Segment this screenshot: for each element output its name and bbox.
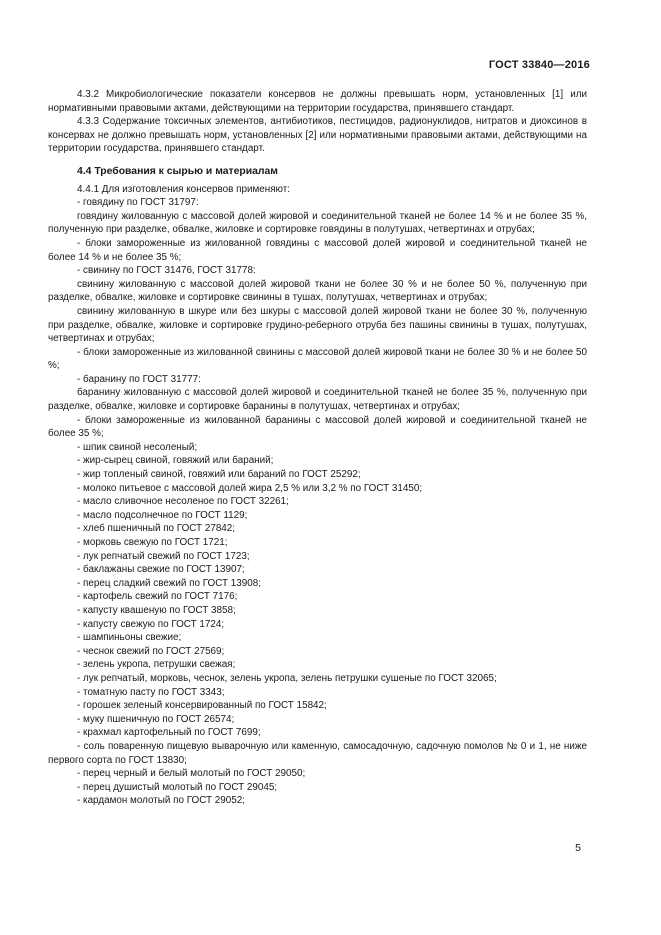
- list-item: - крахмал картофельный по ГОСТ 7699;: [77, 727, 261, 739]
- list-item: - баранину по ГОСТ 31777:: [77, 373, 201, 385]
- list-item: - перец сладкий свежий по ГОСТ 13908;: [77, 577, 261, 589]
- list-item: - говядину по ГОСТ 31797:: [77, 197, 199, 209]
- list-item: - морковь свежую по ГОСТ 1721;: [77, 537, 228, 548]
- list-item: - картофель свежий по ГОСТ 7176;: [77, 591, 238, 603]
- list-item: - блоки замороженные из жилованной баранины с массовой долей жировой и соединительной тканей не более 35 %;: [48, 414, 587, 440]
- list-item: - масло сливочное несоленое по ГОСТ 32261;: [77, 496, 289, 508]
- list-item: - масло подсолнечное по ГОСТ 1129;: [77, 509, 248, 521]
- list-item: - капусту квашеную по ГОСТ 3858;: [77, 604, 236, 616]
- requirements-list: [48, 183, 587, 808]
- list-item: - томатную пасту по ГОСТ 3343;: [77, 686, 225, 698]
- page-content: [48, 88, 587, 808]
- list-item: - шпик свиной несоленый;: [77, 441, 198, 453]
- list-item: - жир топленый свиной, говяжий или бараний по ГОСТ 25292;: [77, 469, 361, 481]
- paragraph-4-3-3: 4.3.3 Содержание токсичных элементов, антибиотиков, пестицидов, радионуклидов, нитратов и диоксинов в консервах не должно превышать норм, установленных [2] или нормативными правовыми актами, действующими на территории государства, принявшего стандарт.: [48, 116, 587, 155]
- list-item: - блоки замороженные из жилованной свинины с массовой долей жировой ткани не более 30 % и не более 50 %;: [48, 346, 587, 372]
- list-item: - соль поваренную пищевую выварочную или каменную, самосадочную, садочную помолов № 0 и 1, не ниже первого сорта по ГОСТ 13830;: [48, 740, 587, 766]
- list-item: баранину жилованную с массовой долей жировой и соединительной тканей не более 35 %, полученную при разделке, обвалке, жиловке и сортировке баранины в полутушах, четвертинах и отрубах;: [48, 387, 587, 413]
- list-item: - свинину по ГОСТ 31476, ГОСТ 31778:: [77, 265, 256, 277]
- section-title: 4.4 Требования к сырью и материалам: [77, 165, 278, 177]
- paragraph-4-3-2: 4.3.2 Микробиологические показатели консервов не должны превышать норм, установленных [1] или нормативными правовыми актами, действующими на территории государства, принявшего стандарт.: [48, 89, 587, 114]
- list-item: свинину жилованную с массовой долей жировой ткани не более 30 % и не более 50 %, полученную при разделке, обвалке, жиловке и сортировке свинины в тушах, полутушах, четвертинах и отрубах;: [48, 278, 587, 304]
- list-item: - зелень укропа, петрушки свежая;: [77, 659, 236, 671]
- list-item: 4.4.1 Для изготовления консервов применяют:: [77, 183, 290, 195]
- list-item: - хлеб пшеничный по ГОСТ 27842;: [77, 523, 236, 535]
- list-item: говядину жилованную с массовой долей жировой и соединительной тканей не более 14 % и не более 35 %, полученную при разделке, обвалке, жиловке и сортировке говядины в полутушах, четвертинах и отрубах;: [48, 210, 587, 236]
- list-item: - муку пшеничную по ГОСТ 26574;: [77, 713, 235, 725]
- list-item: - горошек зеленый консервированный по ГОСТ 15842;: [77, 700, 327, 712]
- list-item: - чеснок свежий по ГОСТ 27569;: [77, 645, 225, 657]
- list-item: - шампиньоны свежие;: [77, 632, 182, 644]
- list-item: - блоки замороженные из жилованной говядины с массовой долей жировой и соединительной тканей не более 14 % и не более 35 %;: [48, 237, 587, 263]
- list-item: - перец черный и белый молотый по ГОСТ 29050;: [77, 768, 306, 780]
- page-number: 5: [575, 842, 581, 854]
- list-item: - жир-сырец свиной, говяжий или бараний;: [77, 455, 274, 467]
- list-item: - баклажаны свежие по ГОСТ 13907;: [77, 564, 245, 576]
- document-number: ГОСТ 33840—2016: [488, 59, 590, 71]
- list-item: свинину жилованную в шкуре или без шкуры с массовой долей жировой ткани не более 30 %, полученную при разделке, обвалке, жиловке и сортировке грудино-реберного отруба без пашины свинины в тушах, полутушах, четвертинах и отрубах;: [48, 305, 587, 345]
- list-item: - молоко питьевое с массовой долей жира 2,5 % или 3,2 % по ГОСТ 31450;: [77, 482, 423, 494]
- list-item: - кардамон молотый по ГОСТ 29052;: [77, 795, 245, 807]
- list-item: - лук репчатый свежий по ГОСТ 1723;: [77, 550, 250, 562]
- list-item: - лук репчатый, морковь, чеснок, зелень укропа, зелень петрушки сушеные по ГОСТ 32065;: [77, 672, 497, 684]
- list-item: - капусту свежую по ГОСТ 1724;: [77, 618, 225, 630]
- list-item: - перец душистый молотый по ГОСТ 29045;: [77, 781, 278, 793]
